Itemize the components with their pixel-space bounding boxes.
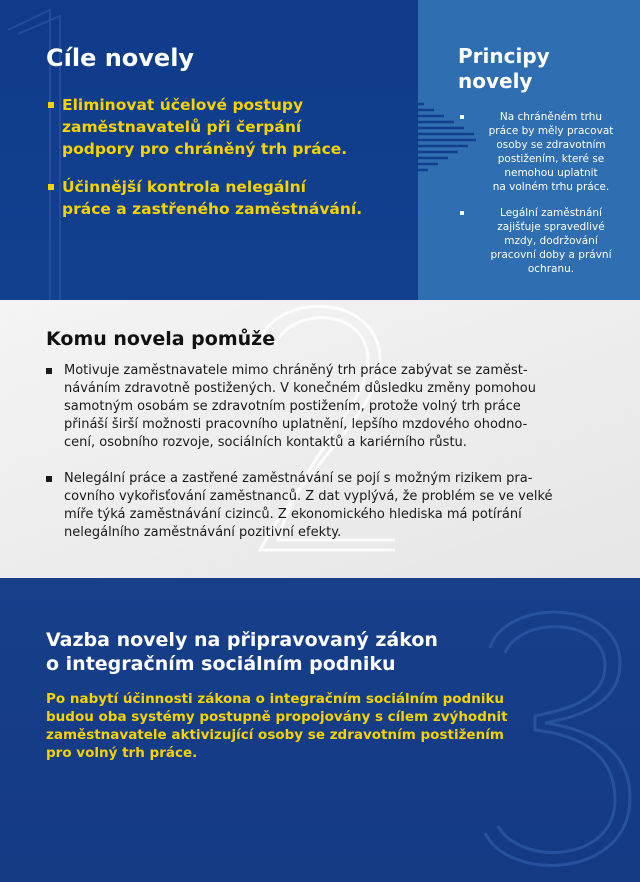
bullet <box>460 211 464 215</box>
bullet <box>46 476 52 482</box>
bullet <box>46 368 52 374</box>
benefit-paragraph-2: Nelegální práce a zastřené zaměstnávání se pojí s možným rizikem pra- covního vykořisťování zaměstnanců. Z dat vyplývá, že problém se ve velké míře týká zaměstnávání cizinců. Z ekonomického hlediska má potírání nelegálního zaměstnávání pozitivní efekty. <box>46 470 606 542</box>
who-benefits-panel <box>0 300 640 578</box>
social-enterprise-panel <box>0 578 640 882</box>
bullet <box>48 102 54 108</box>
bullet <box>460 115 464 119</box>
who-benefits-title: Komu novela pomůže <box>46 328 276 350</box>
social-enterprise-title: Vazba novely na připravovaný zákon o integračním sociálním podniku <box>46 629 438 675</box>
principles-title: Principy novely <box>458 44 550 93</box>
goal-item-2: Účinnější kontrola nelegální práce a zastřeného zaměstnávání. <box>46 176 396 220</box>
bullet <box>48 184 54 190</box>
principle-item-1: Na chráněném trhu práce by měly pracovat osoby se zdravotním postižením, které se nemohou uplatnit na volném trhu práce. <box>462 110 630 194</box>
goal-item-1: Eliminovat účelové postupy zaměstnavatelů při čerpání podpory pro chráněný trh práce. <box>46 94 396 160</box>
social-enterprise-text: Po nabytí účinnosti zákona o integračním sociálním podniku budou oba systémy postupně propojovány s cílem zvýhodnit zaměstnavatele aktivizující osoby se zdravotním postižením pro volný trh práce. <box>46 691 508 761</box>
goals-title: Cíle novely <box>46 44 195 72</box>
principle-item-2: Legální zaměstnání zajišťuje spravedlivé mzdy, dodržování pracovní doby a právní ochranu. <box>462 206 630 276</box>
benefit-paragraph-1: Motivuje zaměstnavatele mimo chráněný trh práce zabývat se zaměst- náváním zdravotně postižených. V konečném důsledku změny pomohou samotným osobám se zdravotním postižením, protože volný trh práce přináší širší možnosti pracovního uplatnění, lepšího mzdového ohodno- cení, osobního rozvoje, sociálních kontaktů a kariérního růstu. <box>46 362 606 452</box>
goals-panel <box>0 0 418 300</box>
principles-panel <box>418 0 640 300</box>
